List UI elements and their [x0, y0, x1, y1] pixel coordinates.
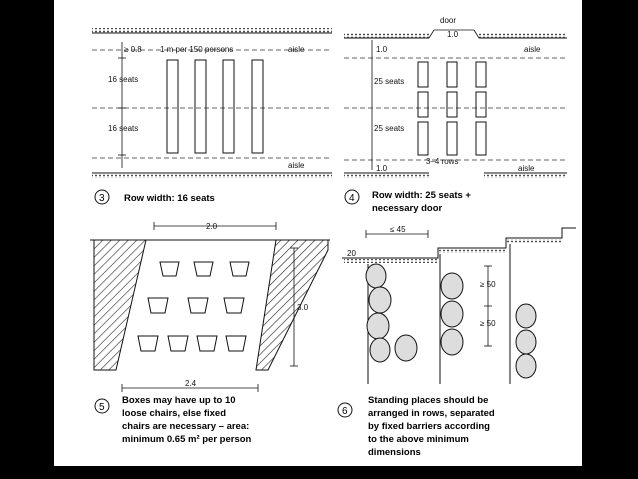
width-dimension-label: ≥ 0.8 — [124, 45, 142, 54]
panel-title: Row width: 16 seats — [124, 193, 215, 204]
diagram-sheet — [54, 0, 582, 466]
door-width-label: 1.0 — [447, 30, 459, 39]
bottom-wall-right — [484, 173, 567, 178]
door-label: door — [440, 16, 457, 25]
dim-top-label: 1.0 — [376, 45, 388, 54]
panel-title-line1: Row width: 25 seats + — [372, 190, 471, 201]
panel-3-row-width-16-seats — [92, 28, 332, 204]
step-height-label: 20 — [347, 249, 356, 258]
top-wall-right — [479, 33, 567, 38]
diagram-canvas — [54, 0, 582, 466]
per-persons-label: 1 m per 150 persons — [160, 45, 234, 54]
panel-number: 6 — [342, 406, 348, 417]
caption-line-1: Boxes may have up to 10 — [122, 395, 236, 406]
caption-line-4: to the above minimum — [368, 434, 469, 445]
rows-label: 3–4 rows — [426, 157, 459, 166]
dim-b-label: ≥ 50 — [480, 319, 496, 328]
panel-4-row-width-25-seats — [344, 16, 567, 214]
aisle-bottom-label: aisle — [288, 161, 305, 170]
top-wall-left — [344, 33, 429, 38]
panel-number: 3 — [99, 193, 105, 204]
panel-6-standing-places — [338, 225, 576, 458]
dim-side-label: 3.0 — [297, 303, 309, 312]
loose-chairs — [138, 262, 249, 351]
left-box-wall — [94, 240, 146, 370]
seat-rows — [418, 62, 486, 155]
aisle-bottom-label: aisle — [518, 164, 535, 173]
seat-rows — [167, 60, 263, 153]
seats-upper-label: 16 seats — [108, 75, 139, 84]
top-wall — [92, 28, 332, 33]
aisle-top-label: aisle — [524, 45, 541, 54]
dim-top-label: ≤ 45 — [390, 225, 406, 234]
dim-a-label: ≥ 50 — [480, 280, 496, 289]
seats-upper-label: 25 seats — [374, 77, 405, 86]
dim-bottom-label: 1.0 — [376, 164, 388, 173]
aisle-top-label: aisle — [288, 45, 305, 54]
panel-5-boxes — [90, 222, 330, 445]
right-box-wall — [256, 240, 328, 370]
caption-line-3: by fixed barriers according — [368, 421, 490, 432]
caption-line-3: chairs are necessary – area: — [122, 421, 250, 432]
seats-lower-label: 25 seats — [374, 124, 405, 133]
dim-top-label: 2.0 — [206, 222, 218, 231]
bottom-wall-left — [344, 173, 429, 178]
caption-line-2: loose chairs, else fixed — [122, 408, 227, 419]
seats-lower-label: 16 seats — [108, 124, 139, 133]
bottom-wall — [92, 173, 332, 178]
panel-number: 5 — [99, 402, 105, 413]
caption-line-1: Standing places should be — [368, 395, 489, 406]
caption-line-5: dimensions — [368, 447, 421, 458]
panel-number: 4 — [349, 193, 355, 204]
caption-line-2: arranged in rows, separated — [368, 408, 495, 419]
caption-line-4: minimum 0.65 m² per person — [122, 434, 252, 445]
dim-bottom-label: 2.4 — [185, 379, 197, 388]
panel-title-line2: necessary door — [372, 203, 443, 214]
